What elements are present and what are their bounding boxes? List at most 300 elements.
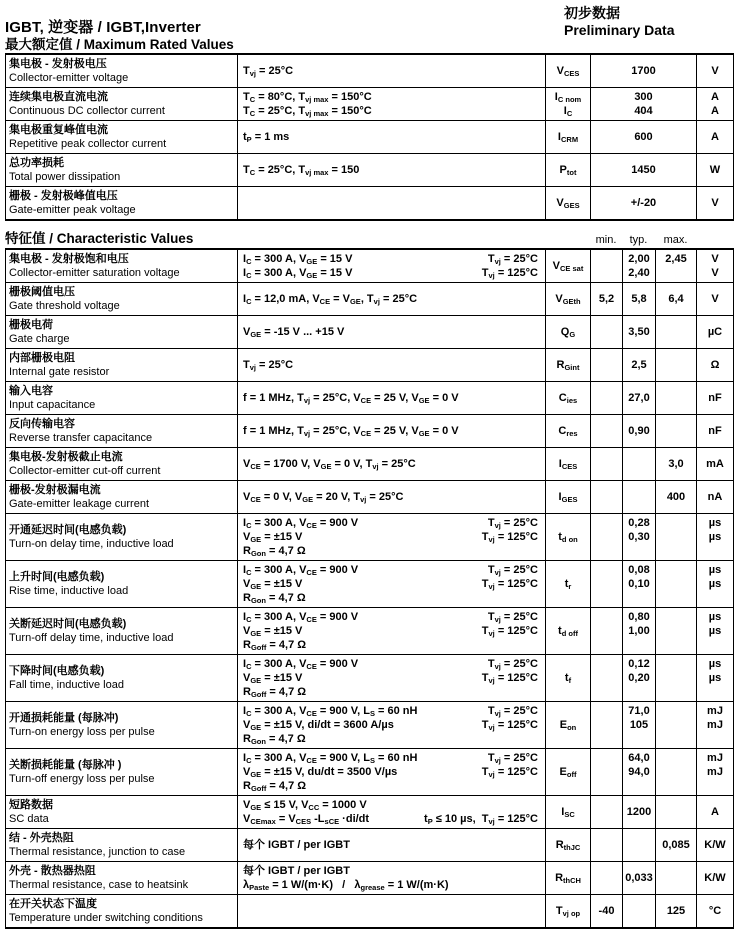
cell-line: 0,08 <box>628 564 650 576</box>
condition-text: $I_C = 300$ A, $V_{GE} = 15$ V <box>243 253 353 266</box>
cell-line: Rise time, inductive load <box>9 585 129 597</box>
typ-value-cell <box>623 514 656 561</box>
max-value-cell <box>656 561 697 608</box>
cell-line: µs <box>708 531 722 543</box>
typ-value-cell <box>623 316 656 349</box>
cell-line: 0,30 <box>628 531 650 543</box>
min-value-cell <box>591 561 623 608</box>
cell-line: 集电极重复峰值电流 <box>9 124 108 136</box>
cell-line: 栅极-发射极漏电流 <box>9 484 101 496</box>
condition-line <box>243 292 543 306</box>
cell-line: µC <box>707 326 723 338</box>
cell-line: $I_{GES}$ <box>558 491 578 504</box>
col-header-max: max. <box>663 234 688 246</box>
cell-line: A <box>711 806 719 818</box>
typ-value-cell <box>623 796 656 829</box>
conditions-cell <box>238 796 546 829</box>
cell-line: Internal gate resistor <box>9 366 110 378</box>
cell-line: 1450 <box>631 164 656 176</box>
conditions-cell <box>238 88 546 121</box>
conditions-cell <box>238 415 546 448</box>
cell-line: 0,10 <box>628 578 650 590</box>
cell-line: V <box>711 197 719 209</box>
cell-line: $R_{thJC}$ <box>555 839 581 852</box>
condition-line <box>243 798 543 812</box>
table-row <box>6 415 734 448</box>
condition-line <box>243 516 543 530</box>
cell-line: 结 - 外壳热阻 <box>9 832 74 844</box>
symbol-cell <box>546 415 591 448</box>
conditions-cell <box>238 481 546 514</box>
condition-text: $I_C = 300$ A, $V_{CE} = 900$ V <box>243 564 359 577</box>
cell-line: Collector-emitter voltage <box>9 72 129 84</box>
condition-line <box>243 64 543 78</box>
max-value-cell <box>656 448 697 481</box>
condition-temperature: $T_{vj} = 125^\circ C$ <box>481 267 538 280</box>
cell-line: 94,0 <box>628 766 650 778</box>
condition-temperature: $T_{vj} = 125^\circ C$ <box>481 719 538 732</box>
max-rated-values-table <box>5 53 734 221</box>
value-value-cell <box>591 154 697 187</box>
cell-line: V <box>711 65 719 77</box>
param-name-cell <box>6 655 238 702</box>
cell-line: 总功率损耗 <box>9 157 64 169</box>
unit-cell <box>697 448 734 481</box>
cell-line: $t_{d off}$ <box>558 625 578 638</box>
cell-line: 105 <box>629 719 649 731</box>
param-name-cell <box>6 349 238 382</box>
conditions-cell <box>238 862 546 895</box>
condition-text: $V_{GE} = \pm 15$ V <box>243 578 303 591</box>
cell-line: 5,8 <box>631 293 647 305</box>
cell-line: 1700 <box>631 65 656 77</box>
condition-line <box>243 90 543 104</box>
cell-line: µs <box>708 672 722 684</box>
condition-line <box>243 424 543 438</box>
symbol-cell <box>546 514 591 561</box>
typ-value-cell <box>623 448 656 481</box>
condition-text: $V_{CE} = 1700$ V, $V_{GE} = 0$ V, $T_{vj} = 25^\circ C$ <box>243 458 416 471</box>
condition-line <box>243 530 543 544</box>
condition-text: $V_{GE} = \pm 15$ V, du/dt = 3500 V/µs <box>243 766 398 779</box>
condition-line <box>243 610 543 624</box>
table-row <box>6 382 734 415</box>
cell-line: SC data <box>9 813 49 825</box>
cell-line: Input capacitance <box>9 399 96 411</box>
typ-value-cell <box>623 283 656 316</box>
cell-line: Turn-on delay time, inductive load <box>9 538 174 550</box>
col-header-typ: typ. <box>629 234 648 246</box>
typ-value-cell <box>623 481 656 514</box>
symbol-cell <box>546 249 591 283</box>
unit-cell <box>697 655 734 702</box>
cell-line: $I_{CES}$ <box>558 458 578 471</box>
cell-line: µs <box>708 564 722 576</box>
cell-line: $t_{d on}$ <box>558 531 578 544</box>
max-value-cell <box>656 702 697 749</box>
min-value-cell <box>591 382 623 415</box>
cell-line: 上升时间(电感负载) <box>9 571 105 583</box>
cell-line: 栅极 - 发射极峰值电压 <box>9 190 118 202</box>
cell-line: 外壳 - 散热器热阻 <box>9 865 96 877</box>
symbol-cell <box>546 283 591 316</box>
cell-line: $C_{res}$ <box>558 425 578 438</box>
condition-line <box>243 325 543 339</box>
typ-value-cell <box>623 608 656 655</box>
condition-line <box>243 732 543 746</box>
cell-line: Turn-off energy loss per pulse <box>9 773 155 785</box>
conditions-cell <box>238 448 546 481</box>
condition-text: $V_{GE} = \pm 15$ V <box>243 672 303 685</box>
condition-text: f = 1 MHz, $T_{vj} = 25^\circ C$, $V_{CE} = 25$ V, $V_{GE} = 0$ V <box>243 392 459 405</box>
cell-line: 集电极-发射极截止电流 <box>9 451 123 463</box>
page-title: IGBT, 逆变器 / IGBT,Inverter <box>5 19 201 36</box>
max-value-cell <box>656 283 697 316</box>
condition-line <box>243 638 543 652</box>
cell-line: $E_{off}$ <box>559 766 577 779</box>
table-row <box>6 187 734 221</box>
min-value-cell <box>591 249 623 283</box>
conditions-cell <box>238 316 546 349</box>
symbol-cell <box>546 88 591 121</box>
conditions-cell <box>238 349 546 382</box>
conditions-cell <box>238 382 546 415</box>
preliminary-data-label <box>564 4 740 53</box>
param-name-cell <box>6 702 238 749</box>
max-value-cell <box>656 608 697 655</box>
condition-text: $T_C = 80^\circ C$, $T_{vj max} = 150^\circ C$ <box>243 91 372 104</box>
min-value-cell <box>591 608 623 655</box>
cell-line: 2,40 <box>628 267 650 279</box>
cell-line: V <box>711 267 719 279</box>
typ-value-cell <box>623 561 656 608</box>
param-name-cell <box>6 249 238 283</box>
cell-line: 内部栅极电阻 <box>9 352 75 364</box>
symbol-cell <box>546 121 591 154</box>
cell-line: 0,28 <box>628 517 650 529</box>
cell-line: Ω <box>710 359 720 371</box>
max-value-cell <box>656 249 697 283</box>
unit-cell <box>697 514 734 561</box>
condition-line <box>243 391 543 405</box>
status-zh: 初步数据 <box>564 5 620 21</box>
condition-temperature: $T_{vj} = 125^\circ C$ <box>481 672 538 685</box>
table-row <box>6 88 734 121</box>
condition-text: $R_{Goff} = 4,7$ Ω <box>243 780 307 793</box>
condition-temperature: $T_{vj} = 25^\circ C$ <box>487 611 538 624</box>
unit-cell <box>697 154 734 187</box>
max-value-cell <box>656 481 697 514</box>
condition-text: $I_C = 300$ A, $V_{CE} = 900$ V <box>243 517 359 530</box>
condition-text: $R_{Gon} = 4,7$ Ω <box>243 545 306 558</box>
cell-line: 连续集电极直流电流 <box>9 91 108 103</box>
cell-line: K/W <box>704 839 726 851</box>
table-row <box>6 514 734 561</box>
table-row <box>6 655 734 702</box>
typ-value-cell <box>623 749 656 796</box>
max-value-cell <box>656 349 697 382</box>
cell-line: Fall time, inductive load <box>9 679 124 691</box>
condition-line <box>243 591 543 605</box>
cell-line: Thermal resistance, case to heatsink <box>9 879 189 891</box>
cell-line: 0,033 <box>625 872 653 884</box>
cell-line: 0,12 <box>628 658 650 670</box>
cell-line: mJ <box>707 766 723 778</box>
value-value-cell <box>591 187 697 221</box>
cell-line: 3,0 <box>668 458 684 470</box>
unit-cell <box>697 796 734 829</box>
cell-line: mA <box>706 458 724 470</box>
cell-line: 6,4 <box>668 293 684 305</box>
param-name-cell <box>6 187 238 221</box>
cell-line: A <box>711 105 719 117</box>
param-name-cell <box>6 283 238 316</box>
cell-line: Turn-off delay time, inductive load <box>9 632 174 644</box>
cell-line: µs <box>708 578 722 590</box>
symbol-cell <box>546 561 591 608</box>
min-value-cell <box>591 655 623 702</box>
cell-line: Gate threshold voltage <box>9 300 120 312</box>
condition-text: $T_{vj} = 25^\circ C$ <box>243 65 294 78</box>
characteristic-values-table <box>5 248 734 929</box>
unit-cell <box>697 895 734 929</box>
table-row <box>6 448 734 481</box>
condition-text: $R_{Gon} = 4,7$ Ω <box>243 592 306 605</box>
cell-line: 2,00 <box>628 253 650 265</box>
cell-line: Turn-on energy loss per pulse <box>9 726 155 738</box>
cell-line: $I_{C nom}$ <box>554 91 582 104</box>
condition-line <box>243 130 543 144</box>
min-value-cell <box>591 415 623 448</box>
cell-line: 404 <box>634 105 653 117</box>
cell-line: mJ <box>707 752 723 764</box>
cell-line: 栅极阈值电压 <box>9 286 75 298</box>
conditions-cell <box>238 154 546 187</box>
conditions-cell <box>238 895 546 929</box>
param-name-cell <box>6 54 238 88</box>
cell-line: A <box>711 91 719 103</box>
cell-line: $P_{tot}$ <box>559 164 577 177</box>
symbol-cell <box>546 481 591 514</box>
cell-line: 反向传输电容 <box>9 418 75 430</box>
section-heading-max-rated: 最大额定值 / Maximum Rated Values <box>5 37 234 52</box>
cell-line: 5,2 <box>598 293 615 305</box>
cell-line: 关断延迟时间(电感负载) <box>9 618 127 630</box>
conditions-cell <box>238 608 546 655</box>
symbol-cell <box>546 655 591 702</box>
cell-line: 1200 <box>626 806 652 818</box>
unit-cell <box>697 481 734 514</box>
cell-line: 71,0 <box>628 705 650 717</box>
cell-line: Repetitive peak collector current <box>9 138 167 150</box>
max-value-cell <box>656 382 697 415</box>
max-value-cell <box>656 829 697 862</box>
section-heading-characteristic: 特征值 / Characteristic Values <box>5 231 194 246</box>
cell-line: $T_{vj op}$ <box>555 905 581 918</box>
unit-cell <box>697 54 734 88</box>
table-row <box>6 749 734 796</box>
cell-line: 400 <box>666 491 686 503</box>
cell-line: $V_{CE sat}$ <box>552 260 584 273</box>
condition-text: $R_{Goff} = 4,7$ Ω <box>243 686 307 699</box>
param-name-cell <box>6 448 238 481</box>
cell-line: V <box>711 253 719 265</box>
condition-line <box>243 704 543 718</box>
param-name-cell <box>6 382 238 415</box>
symbol-cell <box>546 796 591 829</box>
cell-line: Gate-emitter peak voltage <box>9 204 136 216</box>
cell-line: $t_f$ <box>564 672 572 685</box>
condition-text: f = 1 MHz, $T_{vj} = 25^\circ C$, $V_{CE} = 25$ V, $V_{GE} = 0$ V <box>243 425 459 438</box>
condition-temperature: $T_{vj} = 25^\circ C$ <box>487 705 538 718</box>
min-value-cell <box>591 749 623 796</box>
unit-cell <box>697 382 734 415</box>
unit-cell <box>697 187 734 221</box>
condition-line <box>243 457 543 471</box>
unit-cell <box>697 415 734 448</box>
cell-line: $R_{Gint}$ <box>556 359 580 372</box>
cell-line: 栅极电荷 <box>9 319 53 331</box>
unit-cell <box>697 829 734 862</box>
typ-value-cell <box>623 249 656 283</box>
condition-line <box>243 577 543 591</box>
min-value-cell <box>591 829 623 862</box>
cell-line: $R_{thCH}$ <box>555 872 581 885</box>
conditions-cell <box>238 187 546 221</box>
cell-line: K/W <box>704 872 726 884</box>
cell-line: µs <box>708 611 722 623</box>
min-value-cell <box>591 514 623 561</box>
cell-line: 0,90 <box>628 425 650 437</box>
symbol-cell <box>546 349 591 382</box>
max-value-cell <box>656 514 697 561</box>
conditions-cell <box>238 702 546 749</box>
max-value-cell <box>656 895 697 929</box>
cell-line: µs <box>708 625 722 637</box>
condition-text: $V_{GE} = \pm 15$ V <box>243 531 303 544</box>
table-row <box>6 561 734 608</box>
cell-line: $E_{on}$ <box>559 719 577 732</box>
condition-line <box>243 878 543 892</box>
condition-text: $I_C = 300$ A, $V_{CE} = 900$ V, $L_S = 60$ nH <box>243 752 418 765</box>
condition-line <box>243 657 543 671</box>
conditions-cell <box>238 829 546 862</box>
condition-line <box>243 718 543 732</box>
cell-line: $I_{SC}$ <box>561 806 575 819</box>
condition-temperature: $T_{vj} = 125^\circ C$ <box>481 766 538 779</box>
condition-text: $I_C = 300$ A, $V_{CE} = 900$ V <box>243 658 359 671</box>
condition-temperature: $T_{vj} = 125^\circ C$ <box>481 578 538 591</box>
condition-text: $V_{GE} = \pm 15$ V <box>243 625 303 638</box>
condition-line <box>243 104 543 118</box>
cell-line: 0,80 <box>628 611 650 623</box>
cell-line: nF <box>708 425 722 437</box>
conditions-cell <box>238 283 546 316</box>
table-row <box>6 283 734 316</box>
condition-temperature: $T_{vj} = 25^\circ C$ <box>487 517 538 530</box>
typ-value-cell <box>623 702 656 749</box>
cell-line: $Q_G$ <box>560 326 576 339</box>
condition-text: $V_{GE} \le 15$ V, $V_{CC} = 1000$ V <box>243 799 367 812</box>
condition-line <box>243 544 543 558</box>
table-row <box>6 862 734 895</box>
param-name-cell <box>6 862 238 895</box>
table-row <box>6 895 734 929</box>
cell-line: Total power dissipation <box>9 171 121 183</box>
unit-cell <box>697 88 734 121</box>
min-value-cell <box>591 702 623 749</box>
cell-line: µs <box>708 517 722 529</box>
param-name-cell <box>6 608 238 655</box>
condition-temperature: $T_{vj} = 25^\circ C$ <box>487 752 538 765</box>
cell-line: nA <box>707 491 723 503</box>
condition-text: $V_{CE} = 0$ V, $V_{GE} = 20$ V, $T_{vj} = 25^\circ C$ <box>243 491 404 504</box>
cell-line: 3,50 <box>628 326 650 338</box>
cell-line: 集电极 - 发射极电压 <box>9 58 107 70</box>
cell-line: -40 <box>598 905 615 917</box>
cell-line: A <box>711 131 719 143</box>
condition-temperature: $t_P \le 10$ µs, $T_{vj} = 125^\circ C$ <box>424 813 538 826</box>
param-name-cell <box>6 481 238 514</box>
value-value-cell <box>591 54 697 88</box>
condition-line <box>243 779 543 793</box>
condition-text: $t_P = 1$ ms <box>243 131 290 144</box>
unit-cell <box>697 349 734 382</box>
condition-temperature: $T_{vj} = 125^\circ C$ <box>481 531 538 544</box>
max-value-cell <box>656 862 697 895</box>
condition-line <box>243 838 543 852</box>
condition-line <box>243 563 543 577</box>
table-row <box>6 702 734 749</box>
condition-text: $T_{vj} = 25^\circ C$ <box>243 359 294 372</box>
min-value-cell <box>591 316 623 349</box>
param-name-cell <box>6 895 238 929</box>
min-value-cell <box>591 862 623 895</box>
condition-line <box>243 751 543 765</box>
symbol-cell <box>546 154 591 187</box>
param-name-cell <box>6 796 238 829</box>
max-value-cell <box>656 655 697 702</box>
min-value-cell <box>591 349 623 382</box>
table-row <box>6 154 734 187</box>
header-left <box>5 4 564 53</box>
cell-line: 输入电容 <box>9 385 53 397</box>
param-name-cell <box>6 415 238 448</box>
table-row <box>6 121 734 154</box>
cell-line: Thermal resistance, junction to case <box>9 846 186 858</box>
typ-value-cell <box>623 895 656 929</box>
cell-line: 600 <box>634 131 653 143</box>
typ-value-cell <box>623 862 656 895</box>
typ-value-cell <box>623 655 656 702</box>
conditions-cell <box>238 54 546 88</box>
typ-value-cell <box>623 829 656 862</box>
condition-text: $I_C = 300$ A, $V_{CE} = 900$ V, $L_S = 60$ nH <box>243 705 418 718</box>
condition-line <box>243 624 543 638</box>
status-en: Preliminary Data <box>564 22 675 38</box>
param-name-cell <box>6 88 238 121</box>
symbol-cell <box>546 829 591 862</box>
cell-line: 在开关状态下温度 <box>9 898 97 910</box>
max-value-cell <box>656 796 697 829</box>
condition-line <box>243 864 543 878</box>
symbol-cell <box>546 895 591 929</box>
condition-text: 每个 IGBT / per IGBT <box>243 839 350 851</box>
value-value-cell <box>591 88 697 121</box>
condition-temperature: $T_{vj} = 25^\circ C$ <box>487 658 538 671</box>
cell-line: 64,0 <box>628 752 650 764</box>
min-value-cell <box>591 448 623 481</box>
